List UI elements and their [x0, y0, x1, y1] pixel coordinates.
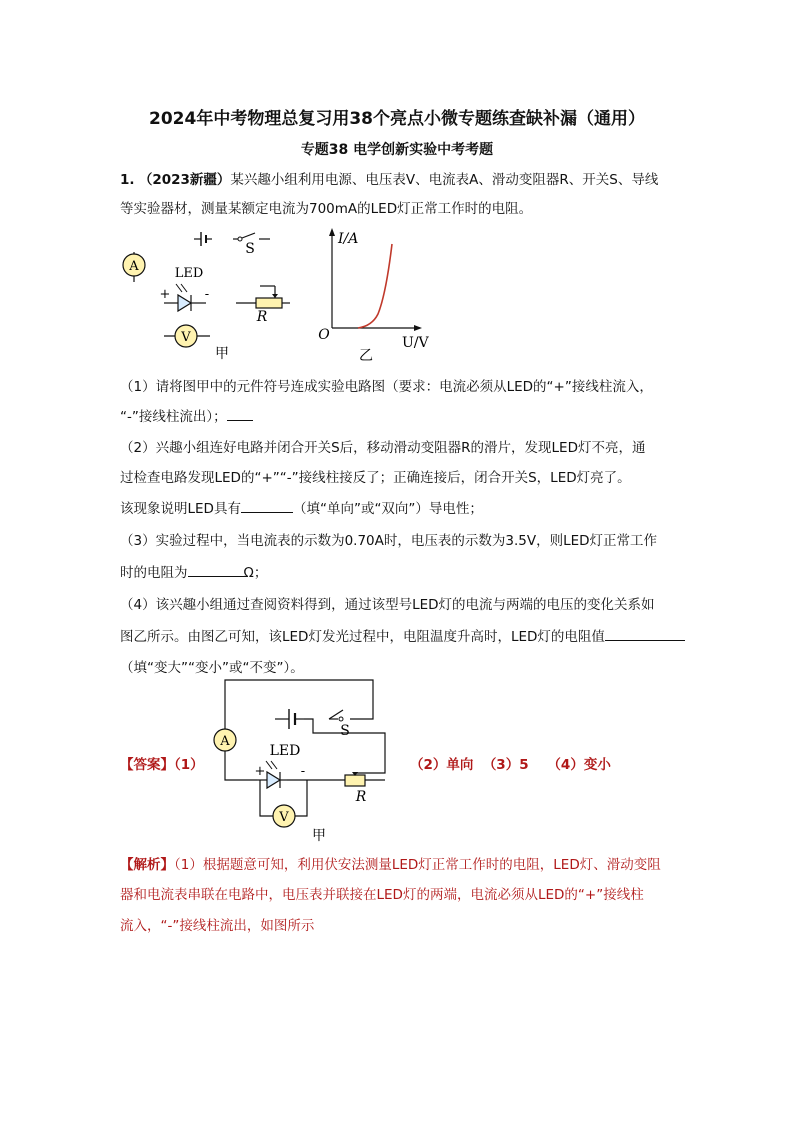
- answer-label-row: [120, 753, 204, 773]
- ammeter-label: A: [129, 259, 139, 274]
- question-part-1-line-2: “-”接线柱流出）；: [120, 405, 253, 425]
- answer-switch-label: S: [340, 723, 350, 739]
- question-part-2-line-2: 过检查电路发现LED的“+”“-”接线柱接反了；正确连接后，闭合开关S，LED灯亮了。: [120, 470, 631, 486]
- analysis-label: 【解析】: [120, 857, 174, 873]
- answer-ammeter-label: A: [220, 734, 230, 749]
- answer-rheostat-label: R: [355, 789, 367, 805]
- question-stem-line-2: 等实验器材，测量某额定电流为700mA的LED灯正常工作时的电阻。: [120, 201, 533, 217]
- question-part-4-line-1: （4）该兴趣小组通过查阅资料得到，通过该型号LED灯的电流与两端的电压的变化关系如: [120, 597, 655, 613]
- question-part-1-line-1: （1）请将图甲中的元件符号连成实验电路图（要求：电流必须从LED的“+”接线柱流入，: [120, 379, 653, 395]
- answer-led-triangle: [267, 772, 280, 788]
- question-part-2-line-1: （2）兴趣小组连好电路并闭合开关S后，移动滑动变阻器R的滑片，发现LED灯不亮，通: [120, 440, 646, 456]
- led-label: LED: [174, 266, 204, 281]
- led-symbol: [160, 266, 210, 311]
- rheostat-symbol: [236, 286, 290, 325]
- answer-part-4: （4）变小: [547, 757, 611, 773]
- question-number: 1.: [120, 172, 135, 188]
- switch-pivot: [339, 717, 343, 721]
- graph-x-axis-label: U/V: [402, 335, 429, 351]
- analysis-line-2: 器和电流表串联在电路中，电压表并联接在LED灯的两端，电流必须从LED的“+”接线柱: [120, 887, 644, 903]
- switch-label: S: [245, 241, 255, 257]
- iu-graph: [318, 228, 429, 362]
- page-title: 2024年中考物理总复习用38个亮点小微专题练查缺补漏（通用）: [149, 109, 645, 129]
- question-source: （2023新疆）: [138, 172, 231, 188]
- answer-label: 【答案】: [120, 757, 174, 773]
- figure-yi-label: 乙: [359, 348, 373, 362]
- analysis-line-1: 【解析】（1）根据题意可知，利用伏安法测量LED灯正常工作时的电阻，LED灯、滑动变阻: [120, 857, 661, 873]
- voltmeter-symbol: [164, 325, 210, 347]
- graph-origin-label: O: [318, 327, 330, 343]
- graph-y-axis-label: I/A: [338, 231, 359, 247]
- answer-blank-1[interactable]: [227, 406, 253, 421]
- question-part-4-line-2: 图乙所示。由图乙可知，该LED灯发光过程中，电阻温度升高时，LED灯的电阻值: [120, 625, 685, 645]
- answer-led-label: LED: [269, 743, 301, 759]
- answer-figure-jia-label: 甲: [312, 828, 326, 844]
- figure-components-and-graph: [110, 222, 450, 362]
- answer-rheostat: [345, 775, 365, 786]
- led-minus-label: -: [204, 287, 210, 302]
- answer-part-3: （3）5: [482, 757, 529, 773]
- page-subtitle: 专题38 电学创新实验中考考题: [300, 142, 494, 158]
- answer-blank-2[interactable]: [241, 498, 293, 513]
- battery-symbol: [194, 232, 212, 246]
- answer-part-2: （2）单向: [410, 757, 474, 773]
- question-part-2-line-3: 该现象说明LED具有 （填“单向”或“双向”）导电性；: [120, 497, 483, 517]
- analysis-line-3: 流入，“-”接线柱流出，如图所示: [120, 918, 315, 934]
- answer-led-plus: +: [254, 764, 266, 779]
- led-plus-label: +: [159, 287, 171, 302]
- answer-led-minus: -: [300, 764, 306, 779]
- answer-remaining-parts: [410, 753, 611, 773]
- rheostat-label: R: [256, 309, 268, 325]
- ammeter-symbol: [123, 252, 145, 282]
- voltmeter-label: V: [181, 330, 191, 345]
- question-stem-line-1: [120, 168, 658, 188]
- question-part-3-line-2: 时的电阻为 Ω；: [120, 561, 267, 581]
- question-stem-text: 某兴趣小组利用电源、电压表V、电流表A、滑动变阻器R、开关S、导线: [230, 172, 659, 188]
- question-part-3-line-1: （3）实验过程中，当电流表的示数为0.70A时，电压表的示数为3.5V，则LED灯正常工作: [120, 533, 658, 549]
- answer-voltmeter-label: V: [279, 810, 289, 825]
- answer-blank-4[interactable]: [605, 626, 685, 641]
- question-part-4-line-3: （填“变大”“变小”或“不变”）。: [120, 660, 304, 676]
- figure-jia-label: 甲: [215, 346, 229, 362]
- answer-circuit-diagram: [205, 675, 405, 845]
- answer-part-1: （1）: [174, 757, 204, 773]
- answer-blank-3[interactable]: [188, 562, 244, 577]
- iu-curve: [358, 244, 392, 328]
- switch-symbol: [233, 233, 270, 257]
